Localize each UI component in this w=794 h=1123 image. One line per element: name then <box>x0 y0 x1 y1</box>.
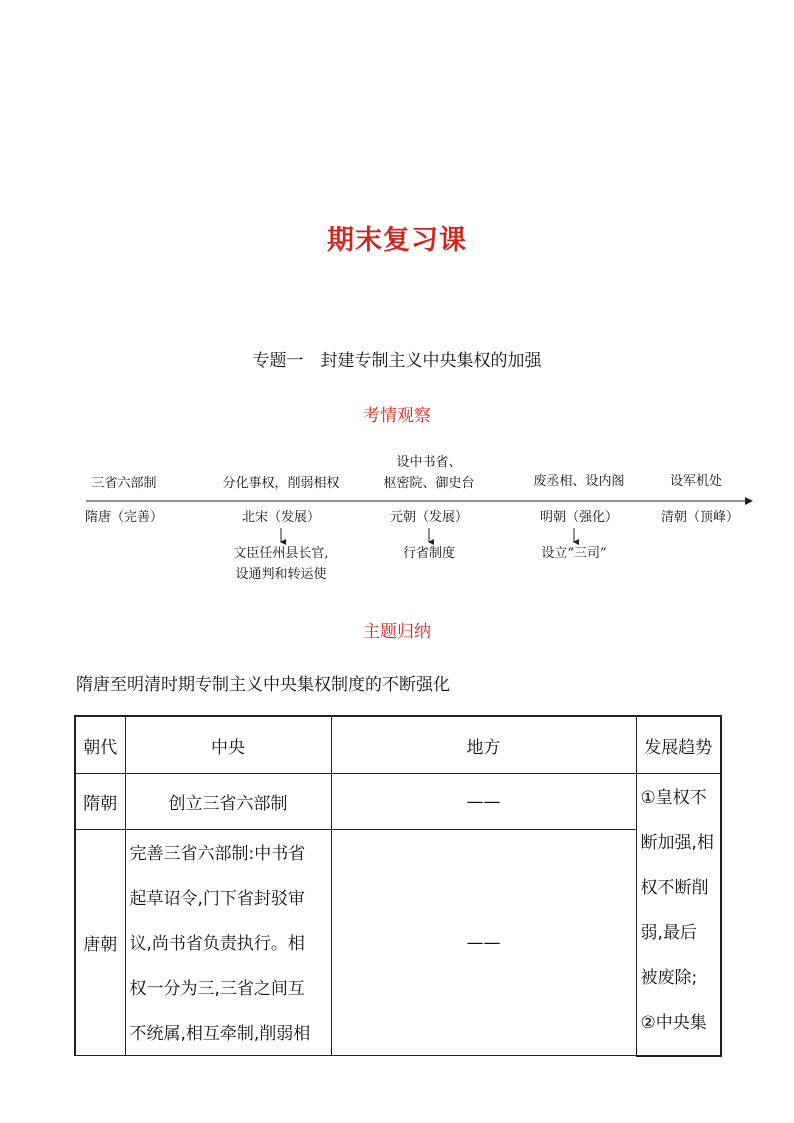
central-line: 完善三省六部制:中书省 <box>129 844 306 864</box>
cell-local-sui: —— <box>331 774 636 830</box>
central-line: 不统属,相互牵制,削弱相 <box>129 1024 311 1044</box>
central-line: 起草诏令,门下省封驳审 <box>129 889 305 909</box>
header-central: 中央 <box>125 716 331 774</box>
trend-line: ①皇权不 <box>640 788 707 808</box>
cell-dynasty-sui: 隋朝 <box>75 774 125 830</box>
header-local: 地方 <box>331 716 636 774</box>
section-heading-summary: 主题归纳 <box>363 622 431 642</box>
timeline-bottom-1: 隋唐（完善） <box>84 510 164 525</box>
cell-trend <box>636 774 721 1056</box>
timeline-bottom-2: 北宋（发展） <box>241 510 321 525</box>
topic-title: 专题一 封建专制主义中央集权的加强 <box>252 351 542 371</box>
trend-line: 断加强,相 <box>640 833 714 853</box>
header-dynasty: 朝代 <box>75 716 125 774</box>
cell-local-tang: —— <box>331 830 636 1056</box>
cell-dynasty-tang: 唐朝 <box>75 830 125 1056</box>
section-heading-observe: 考情观察 <box>363 406 431 426</box>
timeline-bottom-3: 元朝（发展） <box>389 510 469 525</box>
timeline-diagram <box>0 440 794 590</box>
timeline-sub-2b: 设通判和转运使 <box>235 567 327 582</box>
table-header-row <box>75 716 721 774</box>
timeline-sub-4: 设立“三司” <box>541 546 607 561</box>
trend-line: 权不断削 <box>640 878 709 898</box>
trend-line: 弱,最后 <box>640 923 697 943</box>
dynasty-table <box>74 715 722 1057</box>
trend-line: 被废除; <box>640 968 698 988</box>
timeline-bottom-5: 清朝（顶峰） <box>660 510 740 525</box>
timeline-sub-2a: 文臣任州县长官, <box>233 546 329 561</box>
header-trend: 发展趋势 <box>636 716 721 774</box>
timeline-sub-3: 行省制度 <box>402 546 456 561</box>
central-line: 议,尚书省负责执行。相 <box>129 934 305 954</box>
timeline-top-2: 分化事权，削弱相权 <box>222 476 340 491</box>
timeline-top-3b: 枢密院、御史台 <box>383 476 475 491</box>
table-row <box>75 774 721 830</box>
timeline-bottom-4: 明朝（强化） <box>539 510 619 525</box>
summary-heading: 隋唐至明清时期专制主义中央集权制度的不断强化 <box>76 675 450 695</box>
central-line: 权一分为三,三省之间互 <box>129 979 305 999</box>
table-row <box>75 830 721 1056</box>
cell-central-tang <box>125 830 331 1056</box>
timeline-top-4: 废丞相、设内阁 <box>533 474 625 489</box>
page-title: 期末复习课 <box>327 225 467 256</box>
cell-central-sui: 创立三省六部制 <box>125 774 331 830</box>
timeline-top-1: 三省六部制 <box>91 476 157 491</box>
timeline-top-5: 设军机处 <box>669 474 723 489</box>
timeline-top-3a: 设中书省、 <box>396 455 462 470</box>
trend-line: ②中央集 <box>640 1013 707 1033</box>
